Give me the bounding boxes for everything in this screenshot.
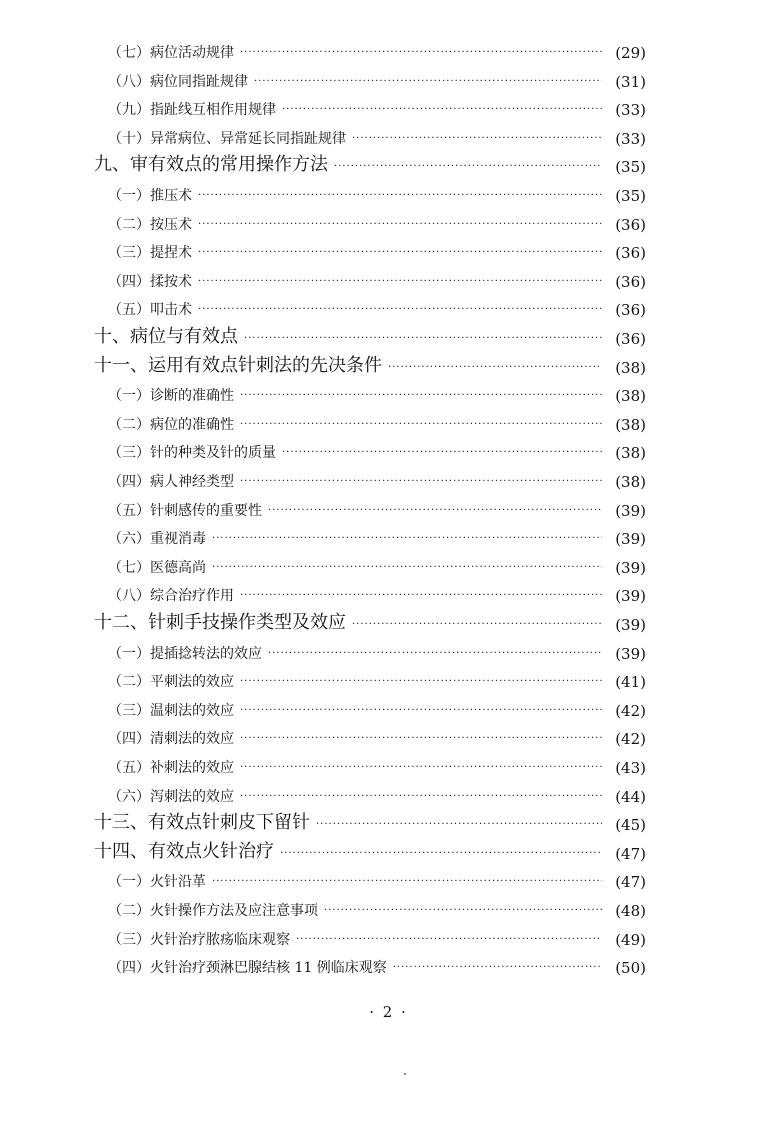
- toc-entry-label: 十一、运用有效点针刺法的先决条件: [94, 355, 382, 376]
- toc-entry-page: (35): [615, 158, 646, 176]
- toc-entry-page: (39): [615, 616, 646, 634]
- dot-leader: [296, 934, 602, 945]
- toc-entry-label: （七）医德高尚: [108, 560, 206, 576]
- toc-entry-label: （一）推压术: [108, 188, 192, 204]
- toc-entry-label: （四）揉按术: [108, 274, 192, 290]
- toc-chapter-entry: [94, 810, 646, 834]
- toc-entry-label: 九、审有效点的常用操作方法: [94, 154, 328, 175]
- toc-entry-page: (38): [615, 359, 646, 377]
- dot-leader: [388, 362, 602, 373]
- toc-entry-page: (41): [615, 673, 646, 691]
- toc-entry-label: （一）诊断的准确性: [108, 388, 234, 404]
- toc-section-entry: [108, 639, 646, 663]
- toc-chapter-entry: [94, 353, 646, 377]
- dot-leader: [212, 562, 602, 573]
- toc-section-entry: [108, 438, 646, 462]
- dot-leader: [198, 247, 602, 258]
- toc-entry-label: （一）提插捻转法的效应: [108, 646, 262, 662]
- toc-entry-label: （五）针刺感传的重要性: [108, 503, 262, 519]
- toc-section-entry: [108, 381, 646, 405]
- toc-entry-label: （九）指趾线互相作用规律: [108, 102, 276, 118]
- toc-section-entry: [108, 267, 646, 291]
- dot-leader: [282, 104, 602, 115]
- toc-entry-page: (35): [615, 187, 646, 205]
- toc-chapter-entry: [94, 152, 646, 176]
- dot-leader: [282, 447, 602, 458]
- toc-entry-label: （八）综合治疗作用: [108, 588, 234, 604]
- toc-entry-label: （二）按压术: [108, 217, 192, 233]
- toc-entry-label: （八）病位同指趾规律: [108, 74, 248, 90]
- toc-entry-label: 十、病位与有效点: [94, 326, 238, 347]
- scan-speck: [404, 1073, 406, 1075]
- toc-section-entry: [108, 295, 646, 319]
- dot-leader: [393, 962, 602, 973]
- toc-entry-page: (38): [615, 473, 646, 491]
- toc-entry-page: (39): [615, 645, 646, 663]
- toc-entry-page: (39): [615, 559, 646, 577]
- toc-section-entry: [108, 724, 646, 748]
- toc-entry-page: (36): [615, 244, 646, 262]
- dot-leader: [240, 762, 602, 773]
- toc-entry-label: （五）叩击术: [108, 302, 192, 318]
- toc-entry-label: （四）病人神经类型: [108, 474, 234, 490]
- dot-leader: [198, 219, 602, 230]
- toc-entry-label: （六）泻刺法的效应: [108, 789, 234, 805]
- toc-section-entry: [108, 696, 646, 720]
- toc-section-entry: [108, 925, 646, 949]
- dot-leader: [240, 791, 602, 802]
- toc-entry-page: (36): [615, 301, 646, 319]
- toc-entry-label: （七）病位活动规律: [108, 45, 234, 61]
- toc-entry-label: （四）火针治疗颈淋巴腺结核 11 例临床观察: [108, 960, 387, 976]
- dot-leader: [198, 190, 602, 201]
- toc-entry-label: （三）温刺法的效应: [108, 703, 234, 719]
- toc-entry-page: (38): [615, 387, 646, 405]
- toc-entry-page: (38): [615, 416, 646, 434]
- toc-entry-label: 十四、有效点火针治疗: [94, 841, 274, 862]
- toc-entry-page: (38): [615, 444, 646, 462]
- toc-entry-label: （五）补刺法的效应: [108, 760, 234, 776]
- dot-leader: [240, 676, 602, 687]
- toc-entry-page: (36): [615, 330, 646, 348]
- toc-section-entry: [108, 581, 646, 605]
- toc-entry-page: (39): [615, 587, 646, 605]
- toc-entry-label: （四）清刺法的效应: [108, 731, 234, 747]
- toc-entry-page: (33): [615, 130, 646, 148]
- toc-entry-page: (29): [615, 44, 646, 62]
- toc-entry-label: 十三、有效点针刺皮下留针: [94, 812, 310, 833]
- toc-section-entry: [108, 524, 646, 548]
- dot-leader: [240, 390, 602, 401]
- dot-leader: [240, 590, 602, 601]
- dot-leader: [268, 648, 602, 659]
- dot-leader: [268, 505, 602, 516]
- page-number: · 2 ·: [369, 1003, 408, 1021]
- dot-leader: [254, 76, 602, 87]
- toc-entry-label: （一）火针沿革: [108, 874, 206, 890]
- dot-leader: [240, 476, 602, 487]
- toc-chapter-entry: [94, 324, 646, 348]
- toc-entry-page: (33): [615, 101, 646, 119]
- dot-leader: [240, 419, 602, 430]
- toc-section-entry: [108, 496, 646, 520]
- toc-entry-page: (42): [615, 730, 646, 748]
- toc-entry-page: (36): [615, 216, 646, 234]
- toc-section-entry: [108, 67, 646, 91]
- dot-leader: [240, 47, 602, 58]
- toc-entry-label: （六）重视消毒: [108, 531, 206, 547]
- dot-leader: [334, 161, 602, 172]
- toc-entry-label: （三）提捏术: [108, 245, 192, 261]
- dot-leader: [240, 705, 602, 716]
- toc-entry-label: （三）针的种类及针的质量: [108, 445, 276, 461]
- toc-entry-page: (39): [615, 530, 646, 548]
- dot-leader: [280, 848, 602, 859]
- toc-entry-label: 十二、针刺手技操作类型及效应: [94, 612, 346, 633]
- toc-entry-page: (47): [615, 873, 646, 891]
- dot-leader: [244, 333, 602, 344]
- dot-leader: [198, 276, 602, 287]
- toc-section-entry: [108, 867, 646, 891]
- dot-leader: [212, 533, 602, 544]
- toc-entry-page: (39): [615, 502, 646, 520]
- toc-entry-page: (50): [615, 959, 646, 977]
- toc-section-entry: [108, 896, 646, 920]
- dot-leader: [324, 905, 602, 916]
- toc-entry-page: (44): [615, 788, 646, 806]
- toc-entry-label: （三）火针治疗脓疡临床观察: [108, 932, 290, 948]
- toc-chapter-entry: [94, 839, 646, 863]
- toc-section-entry: [108, 667, 646, 691]
- toc-entry-label: （十）异常病位、异常延长同指趾规律: [108, 131, 346, 147]
- toc-entry-page: (49): [615, 931, 646, 949]
- toc-section-entry: [108, 467, 646, 491]
- toc-section-entry: [108, 181, 646, 205]
- toc-section-entry: [108, 38, 646, 62]
- toc-entry-label: （二）火针操作方法及应注意事项: [108, 903, 318, 919]
- toc-entry-page: (48): [615, 902, 646, 920]
- toc-section-entry: [108, 210, 646, 234]
- toc-section-entry: [108, 124, 646, 148]
- toc-entry-page: (36): [615, 273, 646, 291]
- dot-leader: [316, 819, 602, 830]
- dot-leader: [198, 304, 602, 315]
- dot-leader: [240, 733, 602, 744]
- toc-entry-page: (31): [615, 73, 646, 91]
- toc-entry-page: (43): [615, 759, 646, 777]
- dot-leader: [352, 133, 602, 144]
- toc-section-entry: [108, 410, 646, 434]
- toc-entry-label: （二）平刺法的效应: [108, 674, 234, 690]
- toc-section-entry: [108, 953, 646, 977]
- toc-section-entry: [108, 782, 646, 806]
- dot-leader: [352, 619, 602, 630]
- toc-entry-label: （二）病位的准确性: [108, 417, 234, 433]
- toc-section-entry: [108, 95, 646, 119]
- toc-chapter-entry: [94, 610, 646, 634]
- dot-leader: [212, 876, 602, 887]
- toc-section-entry: [108, 753, 646, 777]
- toc-section-entry: [108, 238, 646, 262]
- toc-entry-page: (47): [615, 845, 646, 863]
- toc-entry-page: (42): [615, 702, 646, 720]
- toc-entry-page: (45): [615, 816, 646, 834]
- toc-section-entry: [108, 553, 646, 577]
